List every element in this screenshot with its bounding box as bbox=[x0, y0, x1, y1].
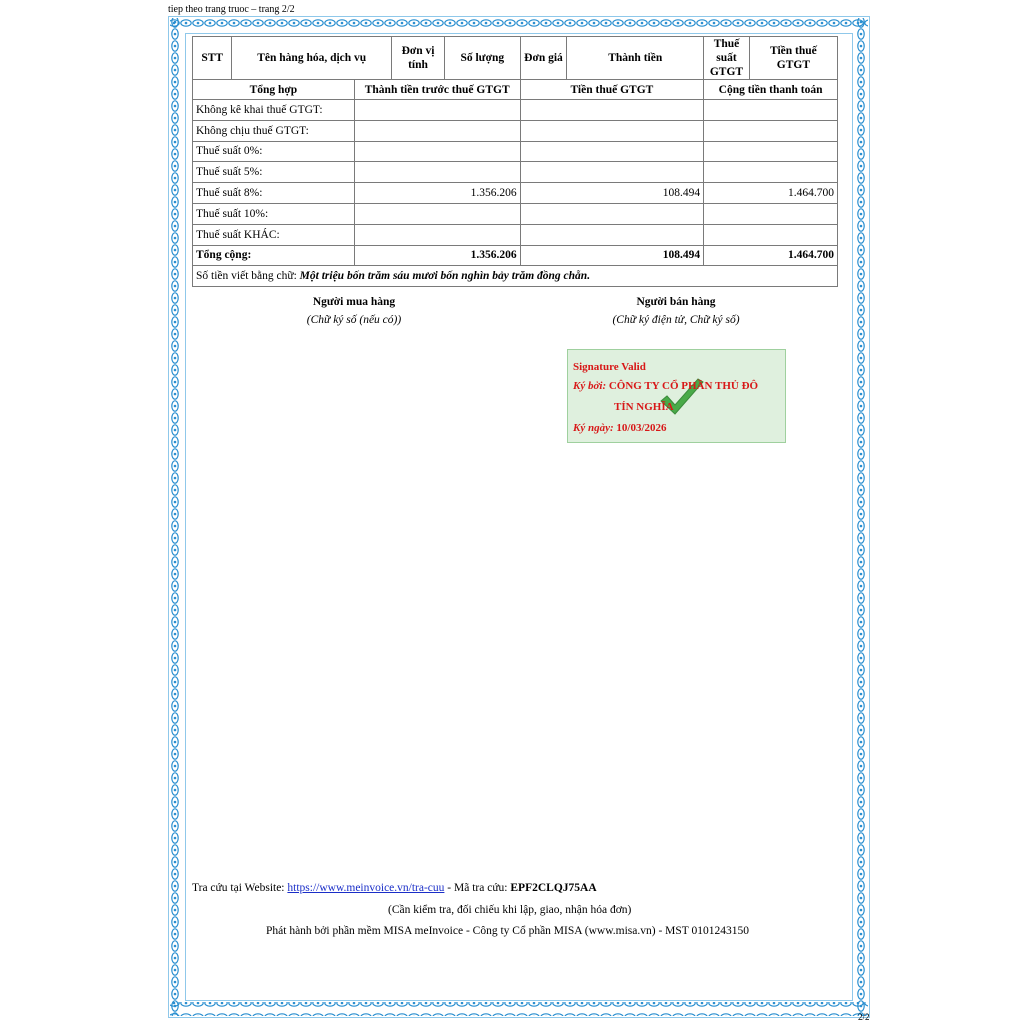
row-label: Thuế suất KHÁC: bbox=[193, 224, 355, 245]
buyer-signature-block bbox=[254, 296, 454, 326]
buyer-note: (Chữ ký số (nếu có)) bbox=[306, 314, 402, 326]
row-before-tax bbox=[354, 120, 520, 141]
summary-col-label: Tổng hợp bbox=[193, 80, 355, 100]
summary-row-rate-10 bbox=[193, 203, 838, 224]
summary-col-total: Cộng tiền thanh toán bbox=[704, 80, 838, 100]
digital-signature-stamp[interactable] bbox=[567, 349, 786, 443]
col-quantity: Số lượng bbox=[444, 37, 520, 80]
row-before-tax bbox=[354, 141, 520, 162]
row-total bbox=[704, 224, 838, 245]
row-before-tax bbox=[354, 162, 520, 183]
row-tax bbox=[520, 203, 704, 224]
row-label: Thuế suất 10%: bbox=[193, 203, 355, 224]
signature-status: Signature Valid bbox=[573, 361, 646, 373]
page-continuation-note: tiep theo trang truoc – trang 2/2 bbox=[168, 4, 295, 15]
seller-title: Người bán hàng bbox=[636, 296, 716, 308]
row-total bbox=[704, 162, 838, 183]
col-amount: Thành tiền bbox=[567, 37, 704, 80]
seller-note: (Chữ ký điện tử, Chữ ký số) bbox=[612, 314, 740, 326]
seller-signature-block bbox=[566, 296, 786, 326]
row-tax bbox=[520, 162, 704, 183]
lookup-url-link[interactable]: https://www.meinvoice.vn/tra-cuu bbox=[287, 882, 445, 894]
buyer-title: Người mua hàng bbox=[312, 296, 396, 308]
row-total bbox=[704, 203, 838, 224]
signed-by-company-line2: TÍN NGHĨA bbox=[614, 401, 674, 413]
row-total bbox=[704, 100, 838, 121]
row-label: Thuế suất 0%: bbox=[193, 141, 355, 162]
col-item-name: Tên hàng hóa, dịch vụ bbox=[232, 37, 392, 80]
lookup-line bbox=[192, 882, 597, 894]
signed-date: 10/03/2026 bbox=[616, 422, 667, 434]
lookup-prefix: Tra cứu tại Website: bbox=[192, 882, 285, 894]
row-before-tax bbox=[354, 224, 520, 245]
row-total bbox=[704, 141, 838, 162]
row-before-tax bbox=[354, 100, 520, 121]
col-tax-amount: Tiền thuế GTGT bbox=[749, 37, 837, 80]
col-tax-rate: Thuế suất GTGT bbox=[704, 37, 750, 80]
row-tax bbox=[520, 100, 704, 121]
summary-header-row bbox=[193, 80, 838, 100]
signed-by-label: Ký bởi bbox=[573, 380, 603, 392]
amount-in-words-value: Một triệu bốn trăm sáu mươi bốn nghìn bảy trăm đồng chẵn. bbox=[299, 270, 591, 283]
row-tax: 108.494 bbox=[520, 183, 704, 204]
signed-date-label: Ký ngày bbox=[573, 422, 610, 434]
row-label: Không chịu thuế GTGT: bbox=[193, 120, 355, 141]
summary-row-rate-8 bbox=[193, 183, 838, 204]
row-label: Thuế suất 5%: bbox=[193, 162, 355, 183]
col-unit: Đơn vị tính bbox=[392, 37, 445, 80]
row-tax bbox=[520, 120, 704, 141]
col-stt: STT bbox=[193, 37, 232, 80]
lookup-code: EPF2CLQJ75AA bbox=[510, 882, 597, 894]
item-header-row bbox=[193, 37, 838, 80]
row-tax: 108.494 bbox=[520, 245, 704, 266]
row-total: 1.464.700 bbox=[704, 183, 838, 204]
row-tax bbox=[520, 141, 704, 162]
amount-in-words-cell bbox=[193, 266, 838, 287]
signed-date-line: Ký ngày: 10/03/2026 bbox=[573, 422, 667, 434]
summary-row-grand-total bbox=[193, 245, 838, 266]
row-label: Tổng cộng: bbox=[193, 245, 355, 266]
amount-in-words-row bbox=[193, 266, 838, 287]
row-before-tax bbox=[354, 203, 520, 224]
invoice-table bbox=[192, 36, 838, 287]
publisher-info: Phát hành bởi phần mềm MISA meInvoice - Công ty Cổ phần MISA (www.misa.vn) - MST 0101243150 bbox=[266, 925, 749, 937]
summary-row-rate-other bbox=[193, 224, 838, 245]
signed-by-line: Ký bởi: CÔNG TY CỔ PHẦN THỦ ĐÔ bbox=[573, 380, 759, 392]
summary-col-tax: Tiền thuế GTGT bbox=[520, 80, 704, 100]
page-number: 2/2 bbox=[858, 1012, 870, 1022]
summary-row-rate-0 bbox=[193, 141, 838, 162]
summary-row-undeclared bbox=[193, 100, 838, 121]
summary-row-not-taxable bbox=[193, 120, 838, 141]
row-total: 1.464.700 bbox=[704, 245, 838, 266]
summary-col-before-tax: Thành tiền trước thuế GTGT bbox=[354, 80, 520, 100]
row-label: Thuế suất 8%: bbox=[193, 183, 355, 204]
signed-by-company-line1: CÔNG TY CỔ PHẦN THỦ ĐÔ bbox=[608, 380, 759, 392]
row-tax bbox=[520, 224, 704, 245]
row-total bbox=[704, 120, 838, 141]
row-label: Không kê khai thuế GTGT: bbox=[193, 100, 355, 121]
check-note: (Cần kiểm tra, đối chiếu khi lập, giao, nhận hóa đơn) bbox=[388, 904, 632, 916]
row-before-tax: 1.356.206 bbox=[354, 183, 520, 204]
col-unit-price: Đơn giá bbox=[520, 37, 567, 80]
row-before-tax: 1.356.206 bbox=[354, 245, 520, 266]
amount-in-words-label: Số tiền viết bằng chữ: bbox=[196, 270, 297, 283]
summary-row-rate-5 bbox=[193, 162, 838, 183]
lookup-code-label: - Mã tra cứu: bbox=[447, 882, 508, 894]
